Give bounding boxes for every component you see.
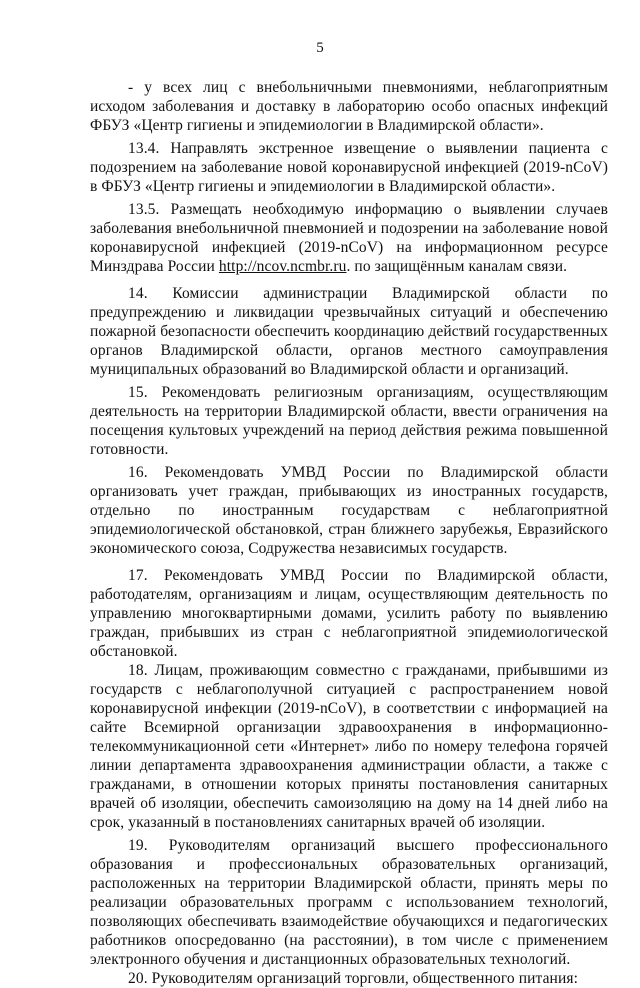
paragraph-13-5 [90, 200, 608, 276]
paragraph-16: 16. Рекомендовать УМВД России по Владимирской области организовать учет граждан, прибывающих из иностранных государств, отдельно по иностранным государствам с неблагоприятной эпидемиологической обстановкой, стран ближнего зарубежья, Евразийского экономического союза, Содружества независимых государств. [90, 464, 608, 557]
paragraph-19: 19. Руководителям организаций высшего профессионального образования и профессиональных образовательных организаций, расположенных на территории Владимирской области, принять меры по реализации образовательных программ с использованием технологий, позволяющих обеспечивать взаимодействие обучающихся и педагогических работников опосредованно (на расстоянии), в том числе с применением электронного обучения и дистанционных образовательных технологий. [90, 837, 608, 968]
paragraph-20: 20. Руководителям организаций торговли, общественного питания: [128, 970, 578, 987]
ncov-link[interactable]: http://ncov.ncmbr.ru [218, 258, 347, 275]
paragraph-13-4: 13.4. Направлять экстренное извещение о выявлении пациента с подозрением на заболевание новой коронавирусной инфекцией (2019-nCoV) в ФБУЗ «Центр гигиены и эпидемиологии в Владимирской области». [90, 140, 608, 195]
paragraph-15: 15. Рекомендовать религиозным организациям, осуществляющим деятельность на территории Владимирской области, ввести ограничения на посещения культовых учреждений на период действия режима повышенной готовности. [90, 384, 608, 458]
paragraph-18: 18. Лицам, проживающим совместно с гражданами, прибывшими из государств с неблагополучной ситуацией с распространением новой коронавирусной инфекции (2019-nCoV), в соответствии с информацией на сайте Всемирной организации здравоохранения в информационно-телекоммуникационной сети «Интернет» либо по номеру телефона горячей линии департамента здравоохранения администрации области, а также с гражданами, в отношении которых приняты постановления санитарных врачей об изоляции, обеспечить самоизоляцию на дому на 14 дней либо на срок, указанный в постановлениях санитарных врачей об изоляции. [90, 662, 608, 831]
paragraph-13-5-text: 13.5. Размещать необходимую информацию о выявлении случаев заболевания внебольничной пневмонией и подозрении на заболевание новой коронавирусной инфекцией (2019-nCoV) на информационном ресурсе Минздрава России [90, 201, 608, 275]
page-number: 5 [316, 40, 324, 56]
paragraph-17: 17. Рекомендовать УМВД России по Владимирской области, работодателям, организациям и лицам, осуществляющим деятельность по управлению многоквартирными домами, усилить работу по выявлению граждан, прибывших из стран с неблагоприятной эпидемиологической обстановкой. [90, 567, 608, 660]
paragraph-13-5-tail: . по защищённым каналам связи. [346, 258, 568, 275]
paragraph-continuation: - у всех лиц с внебольничными пневмониями, неблагоприятным исходом заболевания и доставку в лабораторию особо опасных инфекций ФБУЗ «Центр гигиены и эпидемиологии в Владимирской области». [90, 79, 608, 134]
document-body [90, 78, 608, 988]
paragraph-14: 14. Комиссии администрации Владимирской области по предупреждению и ликвидации чрезвычайных ситуаций и обеспечению пожарной безопасности обеспечить координацию действий государственных органов Владимирской области, органов местного самоуправления муниципальных образований во Владимирской области и организаций. [90, 285, 608, 378]
